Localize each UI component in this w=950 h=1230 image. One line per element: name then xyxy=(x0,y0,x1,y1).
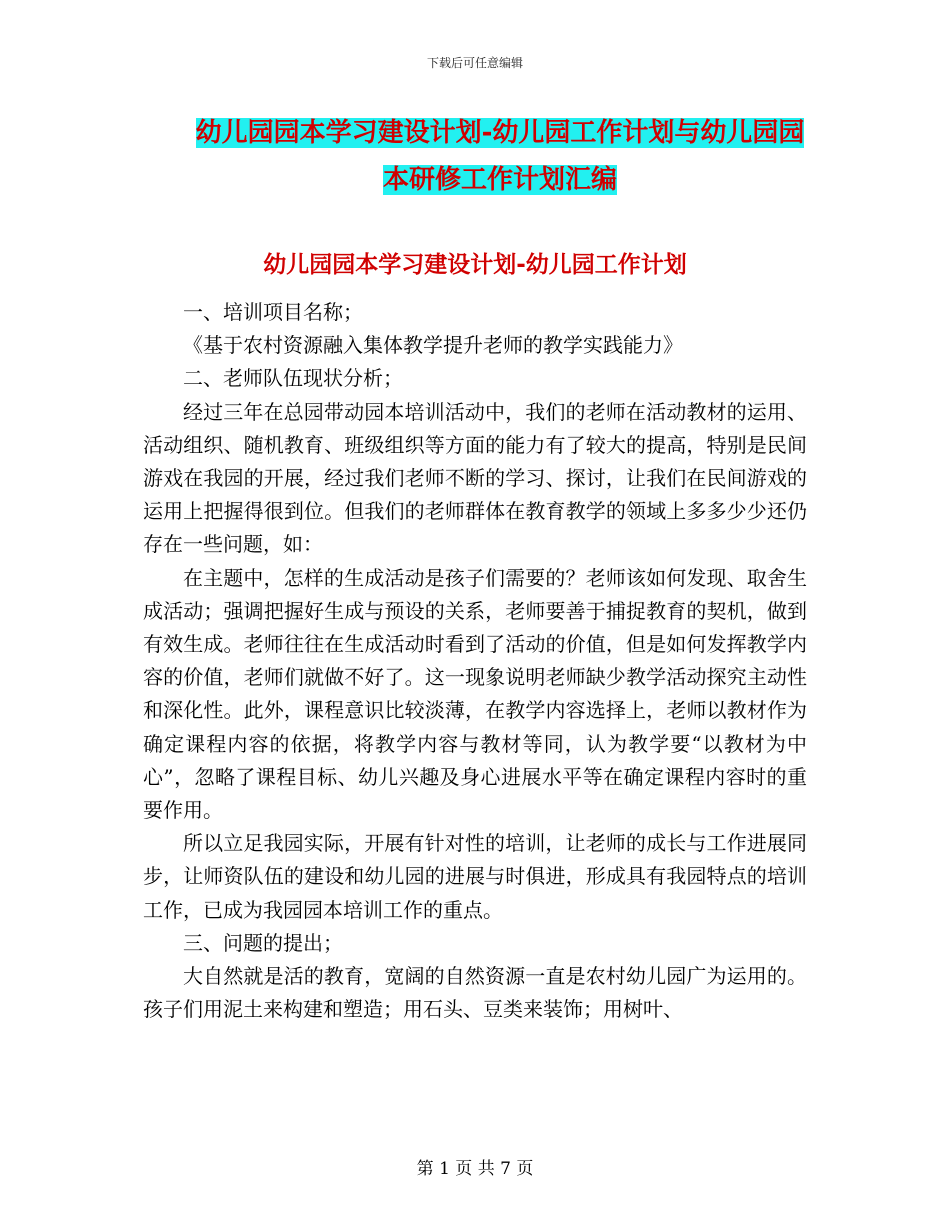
paragraph-heading-1: 一、培训项目名称； xyxy=(183,300,363,324)
page-footer: 第 1 页 共 7 页 xyxy=(416,1159,534,1179)
section-title: 幼儿园园本学习建设计划-幼儿园工作计划 xyxy=(263,252,687,278)
header-note: 下载后可任意编辑 xyxy=(426,56,523,70)
paragraph-body: 大自然就是活的教育，宽阔的自然资源一直是农村幼儿园广为运用的。孩子们用泥土来构建和塑造；用石头、豆类来装饰；用树叶、 xyxy=(143,964,807,1022)
paragraph-body: 在主题中，怎样的生成活动是孩子们需要的？老师该如何发现、取舍生成活动；强调把握好生成与预设的关系，老师要善于捕捉教育的契机，做到有效生成。老师往往在生成活动时看到了活动的价值，但是如何发挥教学内容的价值，老师们就做不好了。这一现象说明老师缺少教学活动探究主动性和深化性。此外，课程意识比较淡薄，在教学内容选择上，老师以教材作为确定课程内容的依据，将教学内容与教材等同，认为教学要“以教材为中心”，忽略了课程目标、幼儿兴趣及身心进展水平等在确定课程内容时的重要作用。 xyxy=(143,565,807,823)
document-body xyxy=(143,296,807,1026)
main-title-line-2: 本研修工作计划汇编 xyxy=(382,165,617,195)
paragraph-body: 所以立足我园实际，开展有针对性的培训，让老师的成长与工作进展同步，让师资队伍的建设和幼儿园的进展与时俱进，形成具有我园特点的培训工作，已成为我园园本培训工作的重点。 xyxy=(143,831,807,922)
main-title-line-1: 幼儿园园本学习建设计划-幼儿园工作计划与幼儿园园 xyxy=(195,118,805,148)
paragraph-body: 经过三年在总园带动园本培训活动中，我们的老师在活动教材的运用、活动组织、随机教育、班级组织等方面的能力有了较大的提高，特别是民间游戏在我园的开展，经过我们老师不断的学习、探讨，让我们在民间游戏的运用上把握得很到位。但我们的老师群体在教育教学的领域上多多少少还仍存在一些问题，如： xyxy=(143,399,807,557)
paragraph-heading-2: 二、老师队伍现状分析； xyxy=(183,366,403,391)
paragraph-project-name: 《基于农村资源融入集体教学提升老师的教学实践能力》 xyxy=(183,333,683,358)
document-main-title xyxy=(150,110,850,204)
paragraph-heading-3: 三、问题的提出； xyxy=(183,930,343,955)
